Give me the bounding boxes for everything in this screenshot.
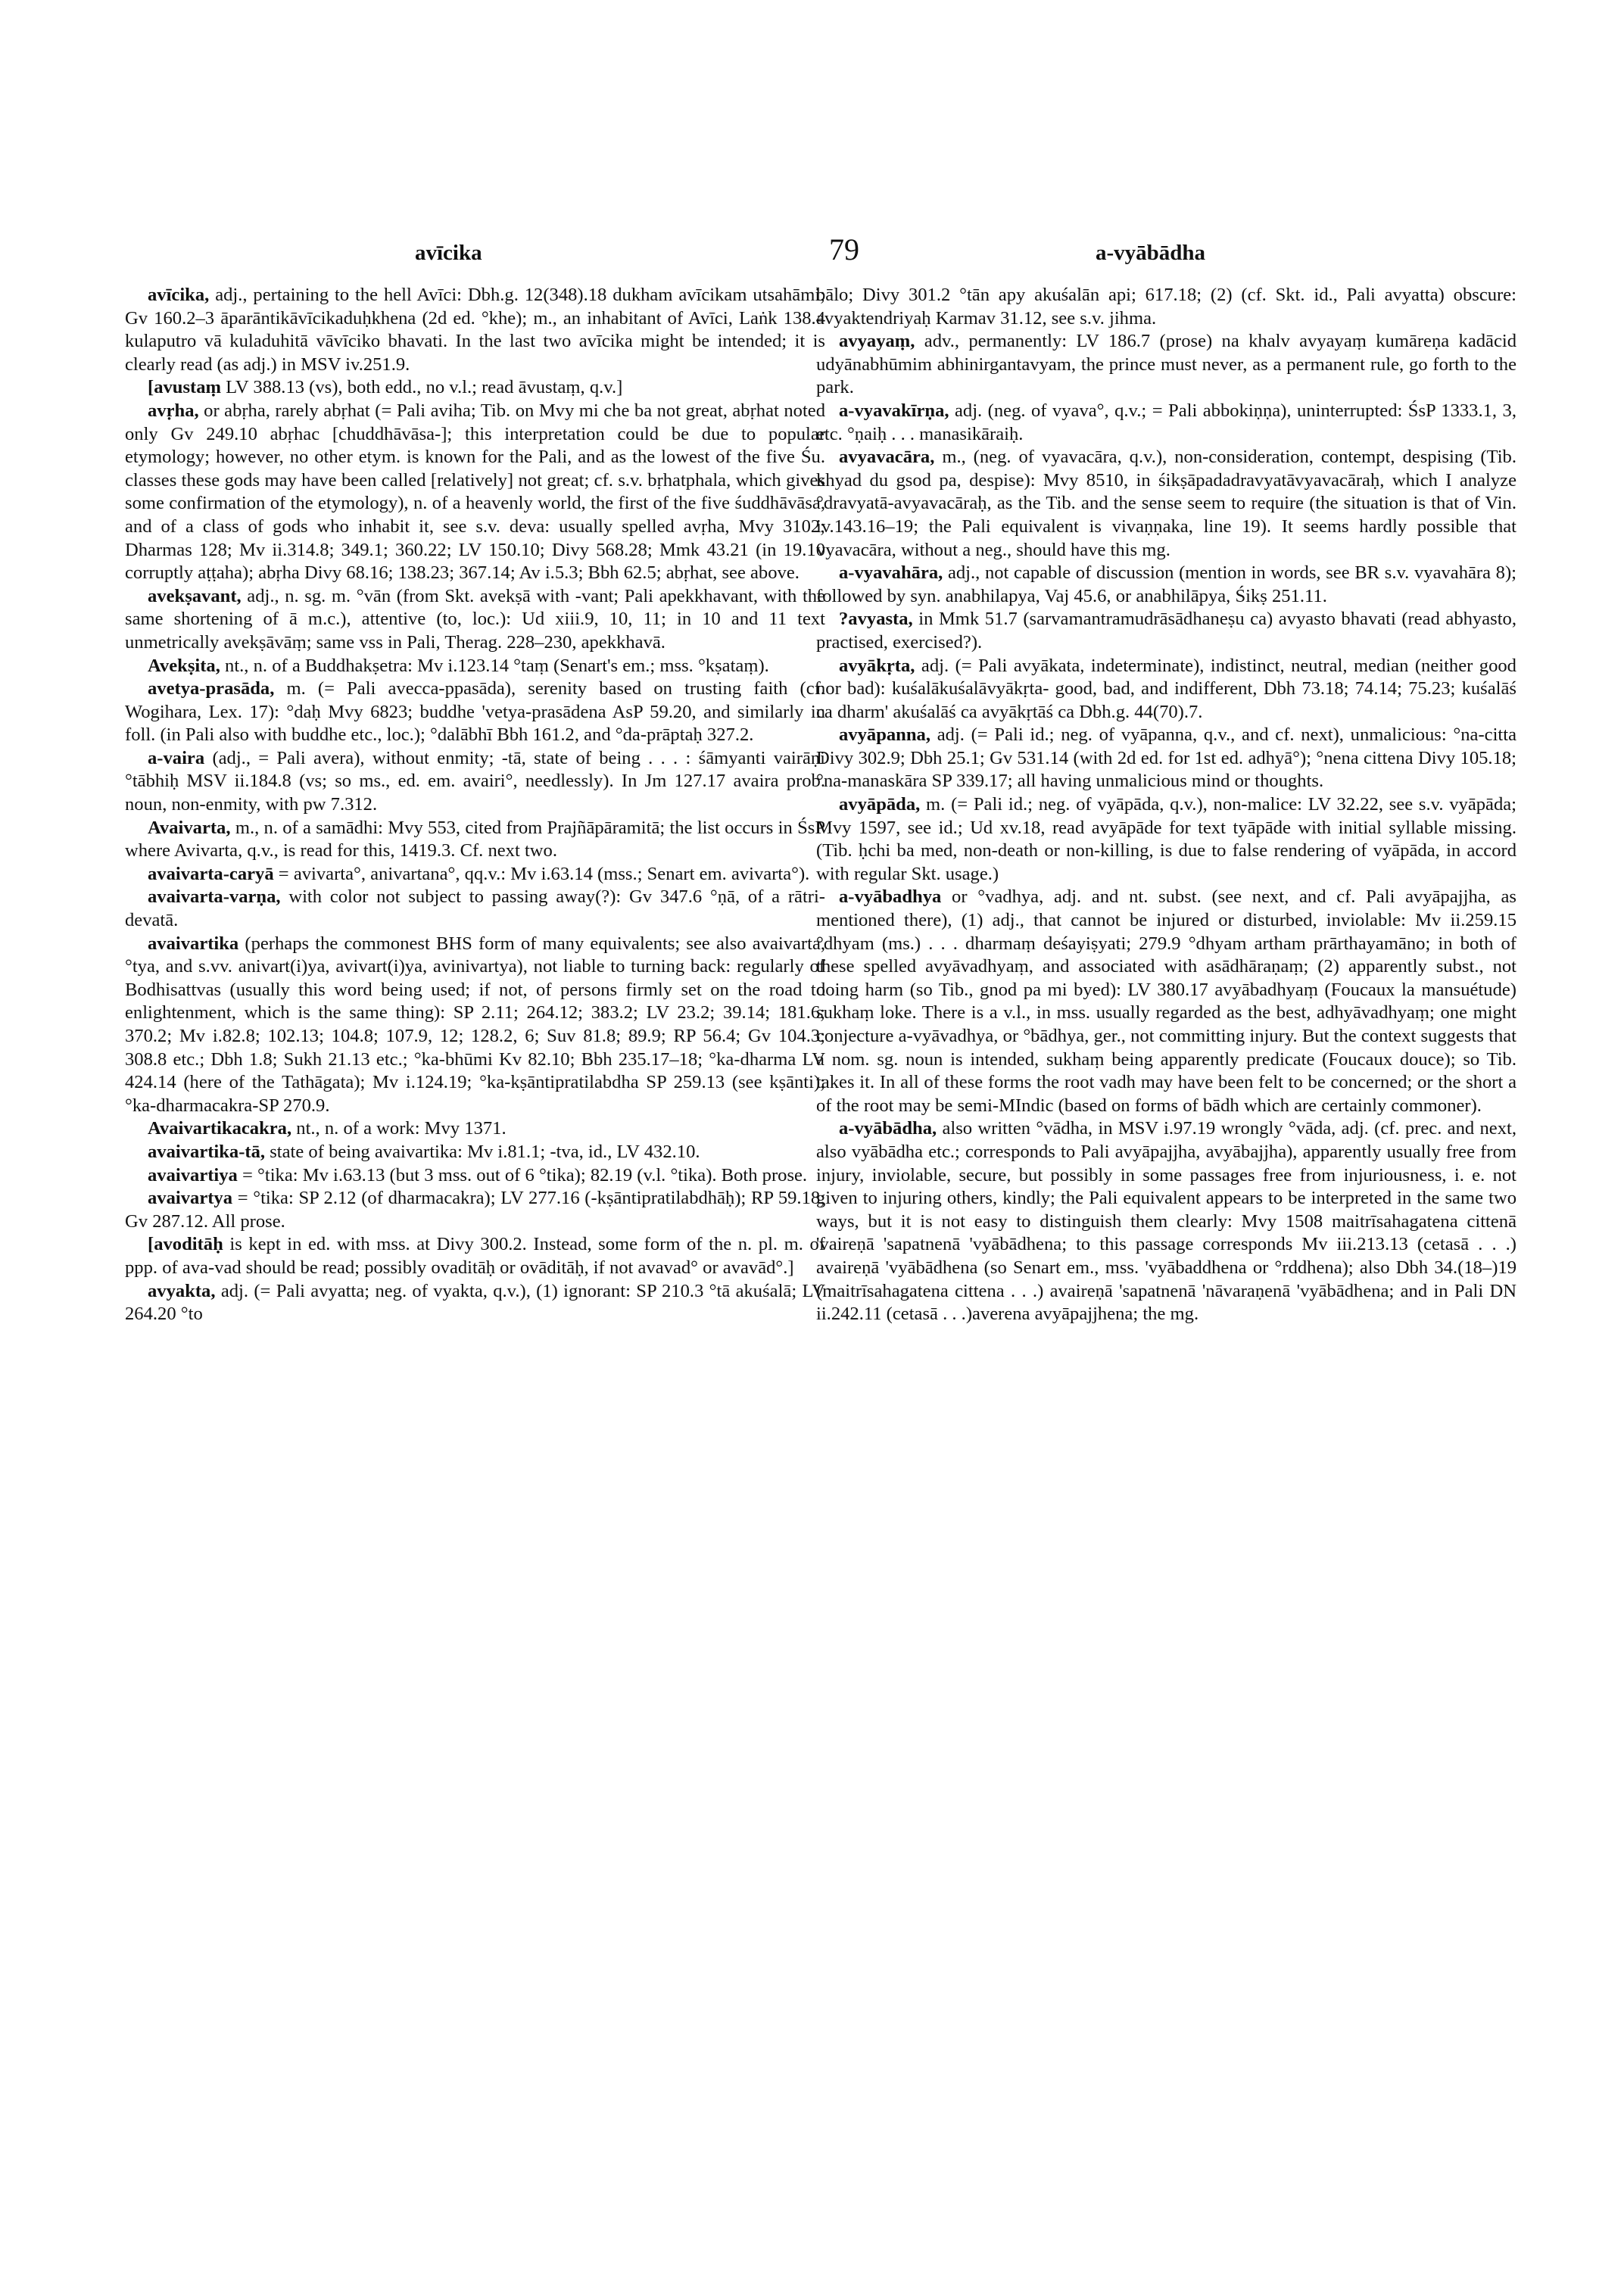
- left-column: [125, 284, 825, 1326]
- entry-text: = avivarta°, anivartana°, qq.v.: Mv i.63.14 (mss.; Senart em. avivarta°).: [278, 863, 810, 884]
- entry-headword: Avaivartikacakra,: [148, 1118, 292, 1139]
- right-column: [816, 284, 1516, 1326]
- entry-headword: avetya-prasāda,: [148, 678, 275, 699]
- entry-text: m., n. of a samādhi: Mvy 553, cited from Prajñāpāramitā; the list occurs in ŚsP where Avivarta, q.v., is read for this, 1419.3. Cf. next two.: [125, 817, 825, 861]
- dictionary-entry: [125, 1117, 825, 1141]
- entry-text: adj., n. sg. m. °vān (from Skt. avekṣā with -vant; Pali apekkhavant, with the same shortening of ā m.c.), attentive (to, loc.): Ud xiii.9, 10, 11; in 10 and 11 text unmetrically avekṣāvāṃ; same vss in Pali, Therag. 228–230, apekkhavā.: [125, 585, 825, 653]
- dictionary-entry: [816, 400, 1516, 446]
- entry-headword: [avustaṃ: [148, 377, 222, 398]
- entry-text: m., (neg. of vyavacāra, q.v.), non-consideration, contempt, despising (Tib. khyad du gsod pa, despise): Mvy 8510, in śikṣāpadadravyatāvyavacāraḥ, which I analyze °dravyatā-avyavacāraḥ, as the Tib. and the sense seem to require (the situation is that of Vin. iv.143.16–19; the Pali equivalent is vivaṇṇaka, line 19). It seems hardly possible that vyavacāra, without a neg., should have this mg.: [816, 447, 1516, 560]
- entry-text: also written °vādha, in MSV i.97.19 wrongly °vāda, adj. (cf. prec. and next, also vyābādha etc.; corresponds to Pali avyāpajjha, avyābajjha), apparently usually free from injury, inviolable, secure, but possibly in some passages free from injuriousness, i. e. not given to injuring others, kindly; the Pali equivalent appears to be interpreted in the same two ways, but it is not easy to distinguish them clearly: Mvy 1508 maitrīsahagatena cittenā 'vaireṇā 'sapatnenā 'vyābādhena; to this passage corresponds Mv iii.213.13 (cetasā . . .) avaireṇā 'vyābādhena (so Senart em., mss. 'vyābaddhena or °rddhena); also Dbh 34.(18–)19 (maitrīsahagatena cittena . . .) avaireṇā 'sapatnenā 'nāvaraṇenā 'vyābādhena; and in Pali DN ii.242.11 (cetasā . . .)averena avyāpajjhena; the mg.: [816, 1118, 1516, 1325]
- dictionary-entry: [816, 724, 1516, 793]
- dictionary-entry: [125, 886, 825, 932]
- dictionary-entry: [816, 1117, 1516, 1326]
- entry-text: state of being avaivartika: Mv i.81.1; -tva, id., LV 432.10.: [270, 1141, 700, 1162]
- dictionary-entry: [125, 376, 825, 400]
- dictionary-entry: [125, 747, 825, 817]
- entry-text: with color not subject to passing away(?): Gv 347.6 °ṇā, of a rātri-devatā.: [125, 886, 825, 931]
- entry-headword: avaivartika-tā,: [148, 1141, 266, 1162]
- dictionary-entry: [125, 1187, 825, 1233]
- entry-headword: Avekṣita,: [148, 655, 220, 676]
- entry-text: (adj., = Pali avera), without enmity; -tā, state of being . . . : śāmyanti vairāṇi °tābhiḥ MSV ii.184.8 (vs; so ms., ed. em. avairi°, needlessly). In Jm 127.17 avaira prob. noun, non-enmity, with pw 7.312.: [125, 747, 825, 815]
- dictionary-entry: [125, 585, 825, 655]
- dictionary-entry: [816, 608, 1516, 654]
- entry-text: adj. (neg. of vyava°, q.v.; = Pali abbokiṇṇa), uninterrupted: ŚsP 1333.1, 3, etc. °ṇaiḥ . . . manasikāraiḥ.: [816, 400, 1516, 444]
- entry-text: adj. (= Pali avyatta; neg. of vyakta, q.v.), (1) ignorant: SP 210.3 °tā akuśalā; LV 264.20 °to: [125, 1280, 825, 1325]
- running-head: [114, 232, 1575, 279]
- entry-headword: a-vyābadhya: [839, 886, 942, 908]
- dictionary-entry: [125, 1164, 825, 1188]
- dictionary-entry: [125, 400, 825, 585]
- entry-text: = °tika: SP 2.12 (of dharmacakra); LV 277.16 (-kṣāntipratilabdhāḥ); RP 59.18; Gv 287.12. All prose.: [125, 1188, 826, 1232]
- dictionary-entry: [125, 863, 825, 886]
- entry-headword: a-vyavakīrṇa,: [839, 400, 949, 421]
- dictionary-entry: [816, 793, 1516, 886]
- entry-headword: avṛha,: [148, 400, 199, 421]
- entry-headword: avaivartiya: [148, 1164, 238, 1185]
- entry-text: is kept in ed. with mss. at Divy 300.2. Instead, some form of the n. pl. m. of ppp. of ava-vad should be read; possibly ovaditāḥ or ovāditāḥ, if not avavad° or avavād°.]: [125, 1234, 826, 1278]
- entry-headword: avaivarta-varṇa,: [148, 886, 281, 908]
- entry-text: = °tika: Mv i.63.13 (but 3 mss. out of 6 °tika); 82.19 (v.l. °tika). Both prose.: [242, 1164, 808, 1185]
- entry-text: or abṛha, rarely abṛhat (= Pali aviha; Tib. on Mvy mi che ba not great, abṛhat noted only Gv 249.10 abṛhac [chuddhāvāsa-]; this interpretation could be due to popular etymology; however, no other etym. is known for the Pali, and as the lowest of the five Śu. classes these gods may have been called [relatively] not great; cf. s.v. bṛhatphala, which gives some confirmation of the etymology), n. of a heavenly world, the first of the five śuddhāvāsa, and of a class of gods who inhabit it, see s.v. deva: usually spelled avṛha, Mvy 3102; Dharmas 128; Mv ii.314.8; 349.1; 360.22; LV 150.10; Divy 568.28; Mmk 43.21 (in 19.10 corruptly aṭṭaha); abṛha Divy 68.16; 138.23; 367.14; Av i.5.3; Bbh 62.5; abṛhat, see above.: [125, 400, 825, 584]
- entry-text: adv., permanently: LV 186.7 (prose) na khalv avyayaṃ kumāreṇa kadācid udyānabhūmim abhinirgantavyam, the prince must never, as a permanent rule, go forth to the park.: [816, 331, 1516, 398]
- dictionary-entry: [816, 655, 1516, 724]
- dictionary-entry: [125, 678, 825, 747]
- dictionary-entry: [816, 446, 1516, 562]
- dictionary-entry: [125, 655, 825, 678]
- dictionary-entry: [125, 933, 825, 1118]
- entry-headword: avyākṛta,: [839, 655, 915, 676]
- entry-headword: Avaivarta,: [148, 817, 231, 838]
- entry-headword: a-vaira: [148, 747, 205, 768]
- entry-headword: avekṣavant,: [148, 585, 242, 606]
- entry-text: adj. (= Pali id.; neg. of vyāpanna, q.v., and cf. next), unmalicious: °na-citta Divy 302.9; Dbh 25.1; Gv 531.14 (with 2d ed. for 1st ed. adhyā°); °nena cittena Divy 105.18; °na-manaskāra SP 339.17; all having unmalicious mind or thoughts.: [816, 724, 1516, 792]
- entry-headword: avaivartya: [148, 1188, 233, 1209]
- entry-headword: a-vyavahāra,: [839, 562, 943, 584]
- dictionary-entry: [125, 1233, 825, 1279]
- entry-headword: avyakta,: [148, 1280, 216, 1301]
- entry-headword: avyayaṃ,: [839, 331, 915, 352]
- dictionary-entry: [125, 817, 825, 863]
- entry-headword: avyavacāra,: [839, 447, 935, 468]
- entry-text: nt., n. of a work: Mvy 1371.: [296, 1118, 507, 1139]
- entry-headword: avaivarta-caryā: [148, 863, 274, 884]
- dictionary-entry: [816, 562, 1516, 608]
- entry-headword: avyāpāda,: [839, 794, 921, 815]
- entry-text: bālo; Divy 301.2 °tān apy akuśalān api; 617.18; (2) (cf. Skt. id., Pali avyatta) obscure: avyaktendriyaḥ Karmav 31.12, see s.v. jihma.: [816, 285, 1516, 329]
- entry-text: in Mmk 51.7 (sarvamantramudrāsādhaneṣu ca) avyasto bhavati (read abhyasto, practised, exercised?).: [816, 609, 1516, 653]
- entry-headword: a-vyābādha,: [839, 1118, 937, 1139]
- dictionary-entry: [125, 1141, 825, 1164]
- entry-text: adj., pertaining to the hell Avīci: Dbh.g. 12(348).18 dukham avīcikam utsahāmi; Gv 160.2–3 āparāntikāvīcikaduḥkhena (2d ed. °khe); m., an inhabitant of Avīci, Laṅk 138.4 kulaputro vā kuladuhitā vāvīciko bhavati. In the last two avīcika might be intended; it is clearly read (as adj.) in MSV iv.251.9.: [125, 285, 825, 375]
- entry-text: or °vadhya, adj. and nt. subst. (see next, and cf. Pali avyāpajjha, as mentioned there), (1) adj., that cannot be injured or disturbed, inviolable: Mv ii.259.15 °dhyam (ms.) . . . dharmaṃ deśayiṣyati; 279.9 °dhyam artham prārthayamāno; in both of these spelled avyāvadhyaṃ, and associated with asādhāraṇaṃ; (2) apparently subst., not doing harm (so Tib., gnod pa mi byed): LV 380.17 avyābadhyaṃ (Foucaux la mansuétude) sukhaṃ loke. There is a v.l., in mss. usually regarded as the best, adhyāvadhyaṃ; one might conjecture a-vyāvadhya, or °bādhya, ger., not committing injury. But the context suggests that a nom. sg. noun is intended, sukhaṃ being apparently predicate (Foucaux douce); so Tib. takes it. In all of these forms the root vadh may have been felt to be concerned; or the short a of the root may be semi-MIndic (based on forms of bādh which are certainly commoner).: [816, 886, 1516, 1116]
- left-guide-word: avīcika: [415, 241, 482, 265]
- entry-text: nt., n. of a Buddhakṣetra: Mv i.123.14 °taṃ (Senart's em.; mss. °kṣataṃ).: [225, 655, 769, 676]
- entry-headword: avīcika,: [148, 285, 210, 305]
- page-number: 79: [829, 232, 859, 266]
- entry-text: m. (= Pali avecca-ppasāda), serenity based on trusting faith (cf. Wogihara, Lex. 17): °daḥ Mvy 6823; buddhe 'vetya-prasādena AsP 59.20, and similarly in foll. (in Pali also with buddhe etc., loc.); °dalābhī Bbh 161.2, and °da-prāptaḥ 327.2.: [125, 678, 825, 746]
- entry-headword: [avoditāḥ: [148, 1234, 223, 1255]
- dictionary-entry: [125, 1280, 825, 1326]
- entry-headword: ?avyasta,: [839, 609, 913, 630]
- dictionary-entry: [816, 284, 1516, 330]
- right-guide-word: a-vyābādha: [1096, 241, 1206, 265]
- entry-text: adj. (= Pali avyākata, indeterminate), indistinct, neutral, median (neither good nor bad): kuśalākuśalāvyākṛta- good, bad, and indifferent, Dbh 73.18; 74.14; 75.23; kuśalāś ca dharm' akuśalāś ca avyākṛtāś ca Dbh.g. 44(70).7.: [816, 655, 1516, 722]
- entry-text: LV 388.13 (vs), both edd., no v.l.; read āvustaṃ, q.v.]: [226, 377, 623, 398]
- dictionary-entry: [816, 886, 1516, 1117]
- dictionary-entry: [816, 330, 1516, 400]
- entry-text: adj., not capable of discussion (mention in words, see BR s.v. vyavahāra 8); followed by syn. anabhilapya, Vaj 45.6, or anabhilāpya, Śikṣ 251.11.: [816, 562, 1516, 606]
- dictionary-entry: [125, 284, 825, 376]
- entry-headword: avaivartika: [148, 933, 239, 954]
- entry-headword: avyāpanna,: [839, 724, 930, 746]
- entry-text: (perhaps the commonest BHS form of many equivalents; see also avaivarta, °tya, and s.vv. anivart(i)ya, avivart(i)ya, avinivartya), not liable to turning back: regularly of Bodhisattvas (usually this word being used; if not, of persons firmly set on the road to enlightenment, which is the same thing): SP 2.11; 264.12; 383.2; LV 23.2; 39.14; 181.6; 370.2; Mv i.82.8; 102.13; 104.8; 107.9, 12; 128.2, 6; Suv 81.8; 89.9; RP 56.4; Gv 104.3; 308.8 etc.; Dbh 1.8; Sukh 21.13 etc.; °ka-bhūmi Kv 82.10; Bbh 235.17–18; °ka-dharma LV 424.14 (here of the Tathāgata); Mv i.124.19; °ka-kṣāntipratilabdha SP 259.13 (see kṣānti); °ka-dharmacakra-SP 270.9.: [125, 933, 826, 1116]
- entry-text: m. (= Pali id.; neg. of vyāpāda, q.v.), non-malice: LV 32.22, see s.v. vyāpāda; Mvy 1597, see id.; Ud xv.18, read avyāpāde for text tyāpāde with initial syllable missing. (Tib. ḥchi ba med, non-death or non-killing, is due to false rendering of vyāpāda, in accord with regular Skt. usage.): [816, 794, 1516, 884]
